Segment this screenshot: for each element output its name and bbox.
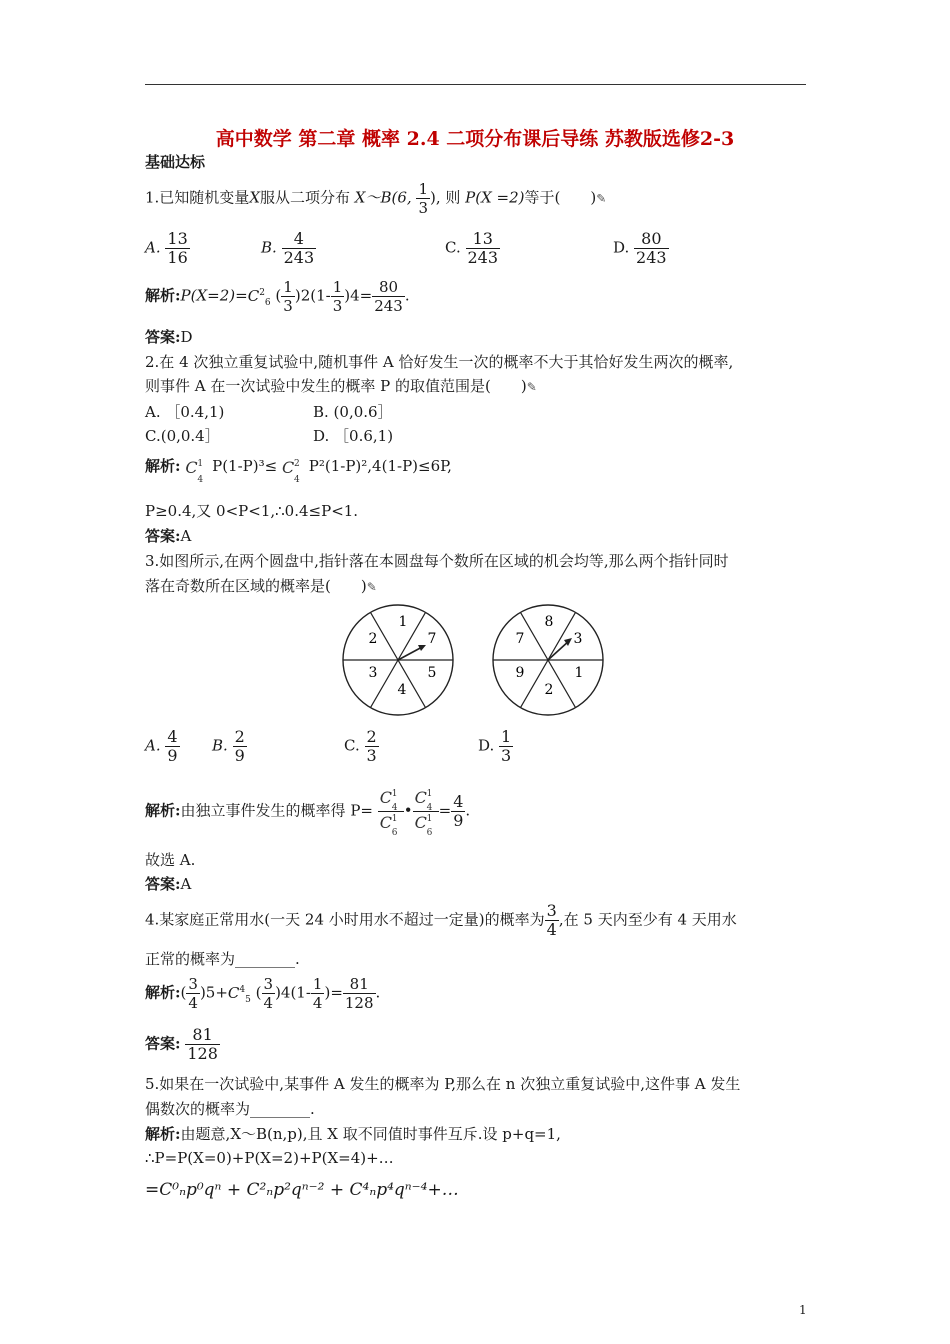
q1-option-b: B. $\frac{4}{243}$ <box>261 229 315 267</box>
q2-analysis-line2: P≥0.4,又 0<P<1,∴0.4≤P<1. <box>145 502 359 520</box>
edit-mark-icon: ✎ <box>526 380 537 394</box>
disk1-sector: 3 <box>368 665 378 681</box>
q2-option-d: D. ［0.6,1) <box>313 427 394 445</box>
edit-mark-icon: ✎ <box>366 580 377 594</box>
q3-analysis: 解析:由独立事件发生的概率得 P= C 1 4 C 1 6 • C 1 4 C 1 6 = $\frac{4}{9}$ . <box>145 788 471 838</box>
q1-option-a: A. $\frac{13}{16}$ <box>145 229 188 267</box>
q3-option-a: A. $\frac{4}{9}$ <box>145 727 178 765</box>
q4-answer: 答案: $\frac{81}{128}$ <box>145 1025 218 1063</box>
disk2-sector: 2 <box>544 682 554 698</box>
q5-formula: =C⁰ₙp⁰qⁿ + C²ₙp²qⁿ⁻² + C⁴ₙp⁴qⁿ⁻⁴+… <box>145 1180 459 1200</box>
spinner-figure <box>340 600 620 720</box>
q4-line1: 4.某家庭正常用水(一天 24 小时用水不超过一定量)的概率为 $\frac{3}{4}$ ,在 5 天内至少有 4 天用水 <box>145 901 737 939</box>
q4-analysis: 解析:( $\frac{3}{4}$ )$5+C^4_5$ ( $\frac{3}{4}$ )4(1- $\frac{1}{4}$ )= $\frac{81}{128}$ . <box>145 975 381 1012</box>
q5-line2: 偶数次的概率为________. <box>145 1100 315 1118</box>
q3-option-c: C. $\frac{2}{3}$ <box>344 727 377 765</box>
q2-analysis: 解析: C 1 4 P(1-P)³≤ C 2 4 P²(1-P)²,4(1-P)≤6P, <box>145 457 452 485</box>
q2-option-c: C.(0,0.4］ <box>145 427 220 445</box>
q2-line2: 则事件 A 在一次试验中发生的概率 P 的取值范围是( )✎ <box>145 377 537 395</box>
q3-option-d: D. $\frac{1}{3}$ <box>478 727 512 765</box>
q2-option-a: A. ［0.4,1) <box>145 403 225 421</box>
page-title: 高中数学 第二章 概率 2.4 二项分布课后导练 苏教版选修2-3 <box>215 128 735 150</box>
q5-analysis: 解析:由题意,X～B(n,p),且 X 取不同值时事件互斥.设 p+q=1, <box>145 1125 561 1143</box>
q3-answer: 答案:A <box>145 875 192 893</box>
q1-stem: 1.已知随机变量X服从二项分布 X～B(6, $\frac{1}{3}$ ), 则 P(X =2)等于( )✎ <box>145 180 607 217</box>
disk2-sector: 3 <box>573 631 583 647</box>
disk1-sector: 7 <box>427 631 437 647</box>
spinner-disk-1 <box>343 605 453 715</box>
disk2-sector: 9 <box>515 665 525 681</box>
q1-answer: 答案:D <box>145 328 193 346</box>
q1-option-c: C. $\frac{13}{243}$ <box>445 229 499 267</box>
q4-line2: 正常的概率为________. <box>145 950 300 968</box>
disk1-sector: 4 <box>397 682 407 698</box>
q2-answer: 答案:A <box>145 527 192 545</box>
q3-line2: 落在奇数所在区域的概率是( )✎ <box>145 577 377 595</box>
q3-line1: 3.如图所示,在两个圆盘中,指针落在本圆盘每个数所在区域的机会均等,那么两个指针同时 <box>145 552 729 570</box>
q1-analysis: 解析$:P(X=2)=C^2_6$ ( $\frac{1}{3}$ )2(1- $\frac{1}{3}$ )4= $\frac{80}{243}$ . <box>145 278 410 315</box>
q5-line1: 5.如果在一次试验中,某事件 A 发生的概率为 P,那么在 n 次独立重复试验中,这件事 A 发生 <box>145 1075 741 1093</box>
page-number: 1 <box>799 1303 807 1317</box>
q2-line1: 2.在 4 次独立重复试验中,随机事件 A 恰好发生一次的概率不大于其恰好发生两次的概率, <box>145 353 734 371</box>
disk2-sector: 7 <box>515 631 525 647</box>
section-heading: 基础达标 <box>145 153 206 171</box>
q3-option-b: B. $\frac{2}{9}$ <box>212 727 245 765</box>
spinner-disk-2 <box>493 605 603 715</box>
q3-conclusion: 故选 A. <box>145 851 196 869</box>
header-rule <box>145 84 806 85</box>
q2-option-b: B. (0,0.6］ <box>313 403 393 421</box>
disk2-sector: 1 <box>574 665 584 681</box>
disk1-sector: 5 <box>427 665 437 681</box>
q1-option-d: D. $\frac{80}{243}$ <box>613 229 667 267</box>
disk1-sector: 2 <box>368 631 378 647</box>
edit-mark-icon: ✎ <box>596 191 607 206</box>
q5-analysis-line2: ∴P=P(X=0)+P(X=2)+P(X=4)+… <box>145 1149 394 1167</box>
disk1-sector: 1 <box>398 614 408 630</box>
disk2-sector: 8 <box>544 614 554 630</box>
